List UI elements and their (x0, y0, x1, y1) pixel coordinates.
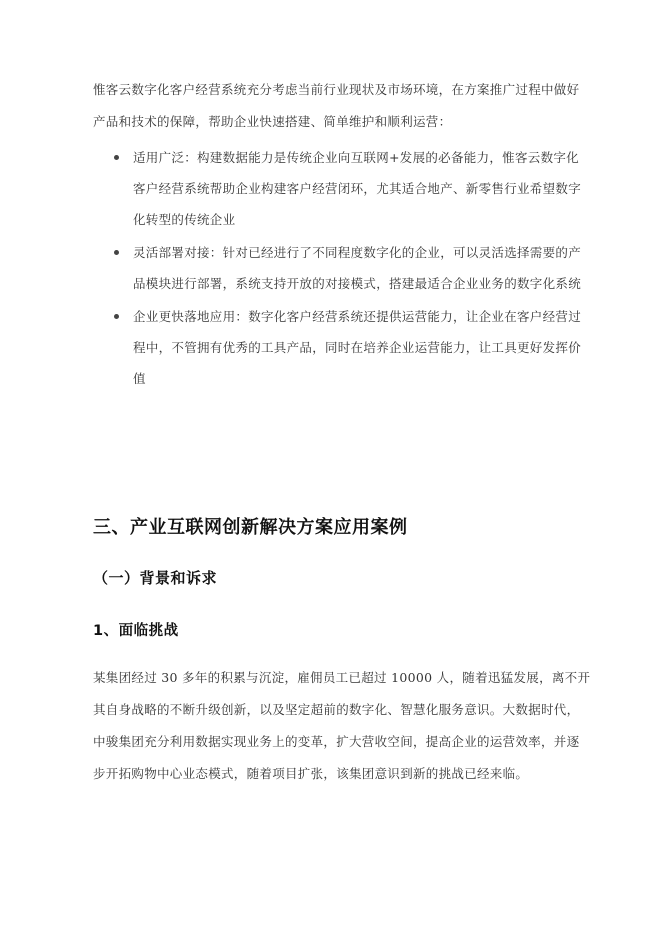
feature-bullet-list (93, 142, 582, 394)
bullet-line: 适用广泛：构建数据能力是传统企业向互联网+发展的必备能力，惟客云数字化 (133, 150, 579, 165)
bullet-item-flexible-deployment (93, 237, 582, 299)
challenge-line: 步开拓购物中心业态模式，随着项目扩张，该集团意识到新的挑战已经来临。 (93, 766, 529, 781)
challenge-line: 其自身战略的不断升级创新，以及坚定超前的数字化、智慧化服务意识。大数据时代， (93, 702, 580, 717)
bullet-item-wide-applicability (93, 142, 582, 235)
bullet-dot-icon (114, 314, 119, 319)
bullet-dot-icon (114, 155, 119, 160)
intro-paragraph (93, 74, 580, 138)
bullet-line: 程中，不管拥有优秀的工具产品，同时在培养企业运营能力，让工具更好发挥价 (133, 340, 582, 355)
intro-line: 产品和技术的保障，帮助企业快速搭建、简单维护和顺利运营： (93, 114, 452, 129)
bullet-line: 品模块进行部署，系统支持开放的对接模式，搭建最适合企业业务的数字化系统 (133, 276, 582, 291)
bullet-line: 值 (133, 371, 146, 386)
bullet-dot-icon (114, 250, 119, 255)
challenge-paragraph (93, 662, 591, 790)
challenge-line: 某集团经过 30 多年的积累与沉淀，雇佣员工已超过 10000 人，随着迅猛发展，离不开 (93, 670, 591, 685)
challenge-line: 中骏集团充分利用数据实现业务上的变革，扩大营收空间，提高企业的运营效率，并逐 (93, 734, 580, 749)
bullet-line: 客户经营系统帮助企业构建客户经营闭环，尤其适合地产、新零售行业希望数字 (133, 181, 582, 196)
section-heading: 三、产业互联网创新解决方案应用案例 (93, 517, 408, 538)
sub-subsection-heading: 1、面临挑战 (93, 623, 179, 639)
bullet-line: 企业更快落地应用：数字化客户经营系统还提供运营能力，让企业在客户经营过 (133, 309, 582, 324)
bullet-text (119, 237, 582, 299)
bullet-item-faster-adoption (93, 301, 582, 394)
bullet-text (119, 142, 582, 235)
bullet-text (119, 301, 582, 394)
intro-line: 惟客云数字化客户经营系统充分考虑当前行业现状及市场环境，在方案推广过程中做好 (93, 82, 580, 97)
subsection-heading: （一）背景和诉求 (93, 569, 218, 587)
bullet-line: 灵活部署对接：针对已经进行了不同程度数字化的企业，可以灵活选择需要的产 (133, 245, 582, 260)
bullet-line: 化转型的传统企业 (133, 212, 236, 227)
